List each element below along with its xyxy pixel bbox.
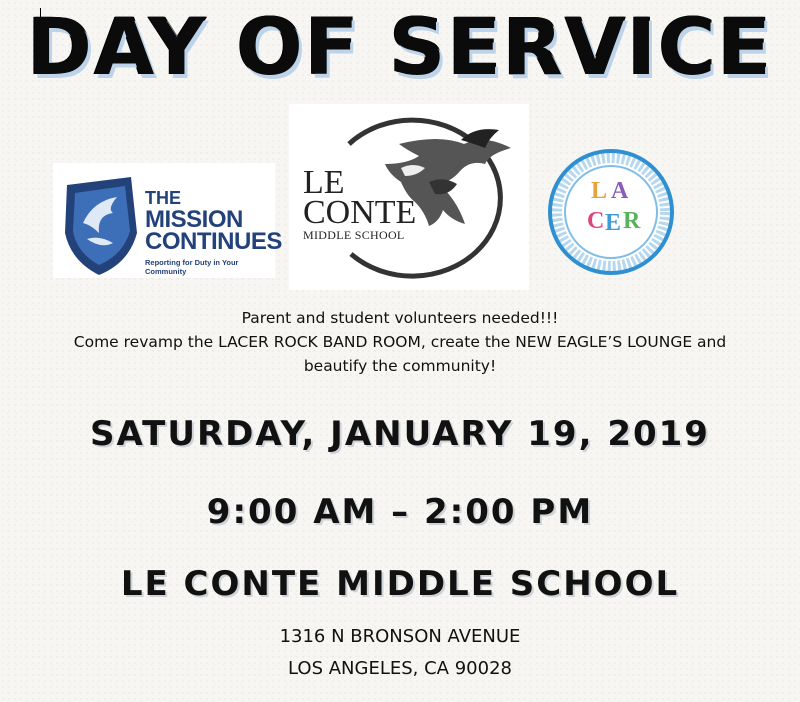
lacer-letter-a: A <box>611 178 629 204</box>
lacer-logo <box>547 148 675 276</box>
lacer-letter-c: C <box>587 208 605 234</box>
address-street: 1316 N BRONSON AVENUE <box>279 626 521 647</box>
lacer-letter-r: R <box>623 208 641 234</box>
mission-word: MISSION <box>145 206 243 233</box>
lacer-letter-e: E <box>605 210 622 236</box>
le-conte-wordmark <box>303 164 417 243</box>
headline: DAY OF SERVICE <box>27 3 773 93</box>
event-date: SATURDAY, JANUARY 19, 2019 <box>90 414 710 454</box>
continues-word: CONTINUES <box>145 228 282 255</box>
mission-continues-logo <box>53 163 282 278</box>
mission-tagline: Reporting for Duty in Your Community <box>145 258 239 276</box>
middle-school-word: MIDDLE SCHOOL <box>303 228 405 242</box>
volunteers-needed-text: Parent and student volunteers needed!!! <box>241 309 559 327</box>
mission-wordmark <box>145 187 282 253</box>
conte-word: CONTE <box>303 194 417 231</box>
event-location: LE CONTE MIDDLE SCHOOL <box>120 564 680 604</box>
beautify-text: beautify the community! <box>303 357 497 375</box>
le-word: LE <box>303 164 345 201</box>
revamp-text: Come revamp the LACER ROCK BAND ROOM, create the NEW EAGLE’S LOUNGE and <box>73 333 727 351</box>
le-conte-logo <box>289 104 529 290</box>
address-city: LOS ANGELES, CA 90028 <box>288 658 512 679</box>
lacer-letter-l: L <box>591 178 608 204</box>
event-time: 9:00 AM – 2:00 PM <box>206 492 594 532</box>
mission-the: THE <box>145 188 181 208</box>
